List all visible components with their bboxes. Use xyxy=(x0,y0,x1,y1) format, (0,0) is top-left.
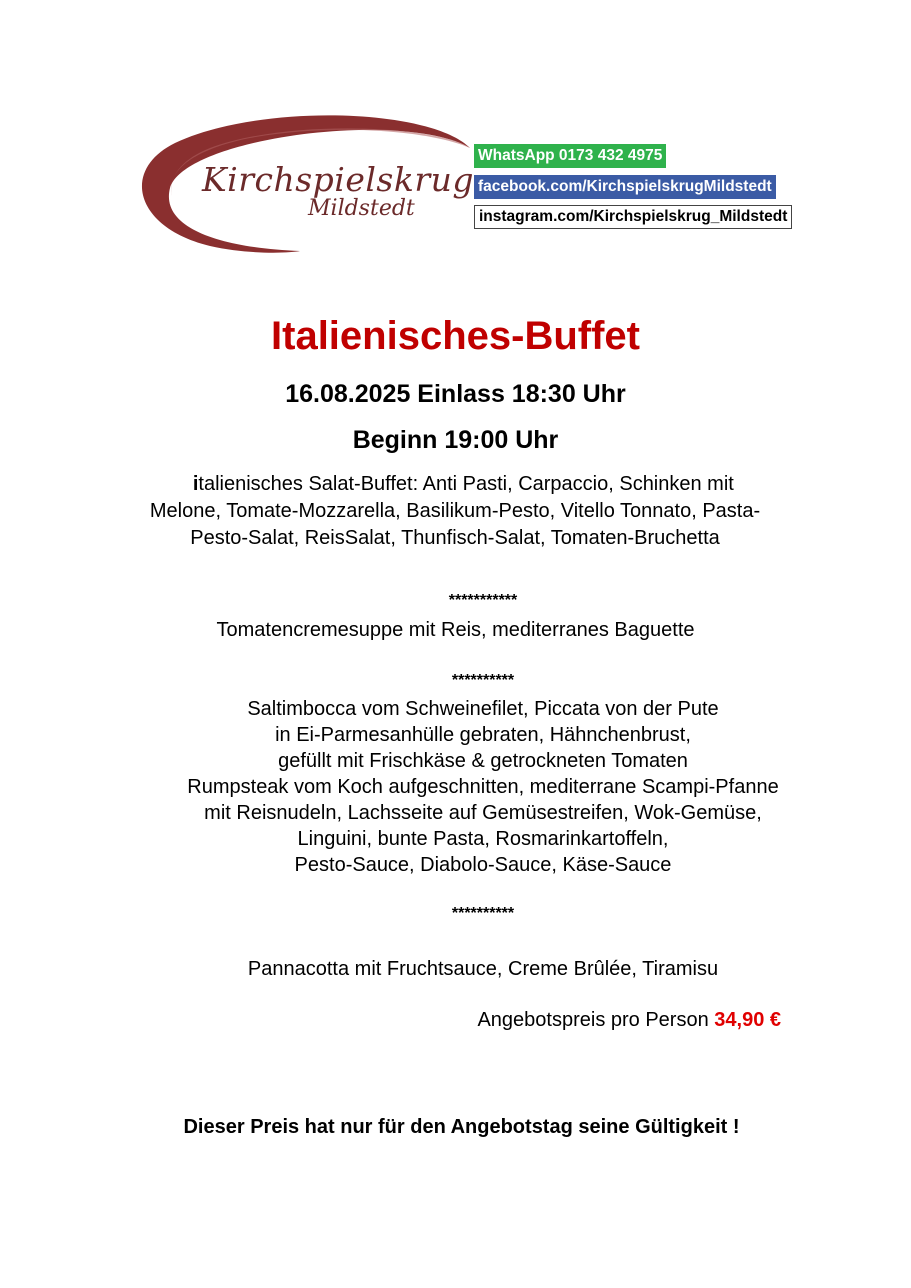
logo-name: Kirchspielskrug xyxy=(202,160,474,199)
event-start-line: Beginn 19:00 Uhr xyxy=(352,426,559,454)
event-date-line: 16.08.2025 Einlass 18:30 Uhr xyxy=(285,380,626,408)
price-line xyxy=(477,1009,781,1032)
validity-notice: Dieser Preis hat nur für den Angebotstag seine Gültigkeit ! xyxy=(183,1116,740,1138)
restaurant-logo xyxy=(140,108,474,258)
separator: ********** xyxy=(451,905,515,922)
salad-line-3: Pesto-Salat, ReisSalat, Thunfisch-Salat, Tomaten-Bruchetta xyxy=(190,527,720,549)
main-course xyxy=(0,696,911,878)
main-course-line: gefüllt mit Frischkäse & getrockneten Tomaten xyxy=(278,750,688,772)
price-value: 34,90 € xyxy=(714,1009,781,1031)
facebook-badge[interactable]: facebook.com/KirchspielskrugMildstedt xyxy=(474,175,776,199)
main-course-line: Saltimbocca vom Schweinefilet, Piccata von der Pute xyxy=(247,698,719,720)
main-course-line: mit Reisnudeln, Lachsseite auf Gemüsestreifen, Wok-Gemüse, xyxy=(204,802,762,824)
price-label: Angebotspreis pro Person xyxy=(477,1009,715,1031)
main-course-line: Pesto-Sauce, Diabolo-Sauce, Käse-Sauce xyxy=(294,854,672,876)
dessert-course: Pannacotta mit Fruchtsauce, Creme Brûlée, Tiramisu xyxy=(247,958,719,980)
soup-course: Tomatencremesuppe mit Reis, mediterranes Baguette xyxy=(216,619,695,641)
logo-place: Mildstedt xyxy=(308,196,415,221)
instagram-badge[interactable]: instagram.com/Kirchspielskrug_Mildstedt xyxy=(474,205,792,229)
separator: ********** xyxy=(451,672,515,689)
salad-line-1: italienisches Salat-Buffet: Anti Pasti, Carpaccio, Schinken mit xyxy=(192,473,734,495)
separator: *********** xyxy=(448,592,518,609)
main-course-line: Linguini, bunte Pasta, Rosmarinkartoffeln, xyxy=(297,828,669,850)
main-course-line: in Ei-Parmesanhülle gebraten, Hähnchenbrust, xyxy=(275,724,691,746)
main-course-line: Rumpsteak vom Koch aufgeschnitten, mediterrane Scampi-Pfanne xyxy=(187,776,779,798)
event-title: Italienisches-Buffet xyxy=(271,314,640,358)
whatsapp-badge[interactable]: WhatsApp 0173 432 4975 xyxy=(474,144,666,168)
salad-line-2: Melone, Tomate-Mozzarella, Basilikum-Pesto, Vitello Tonnato, Pasta- xyxy=(149,500,761,522)
salad-first-letter: i xyxy=(192,473,199,495)
salad-buffet-description xyxy=(110,471,800,552)
